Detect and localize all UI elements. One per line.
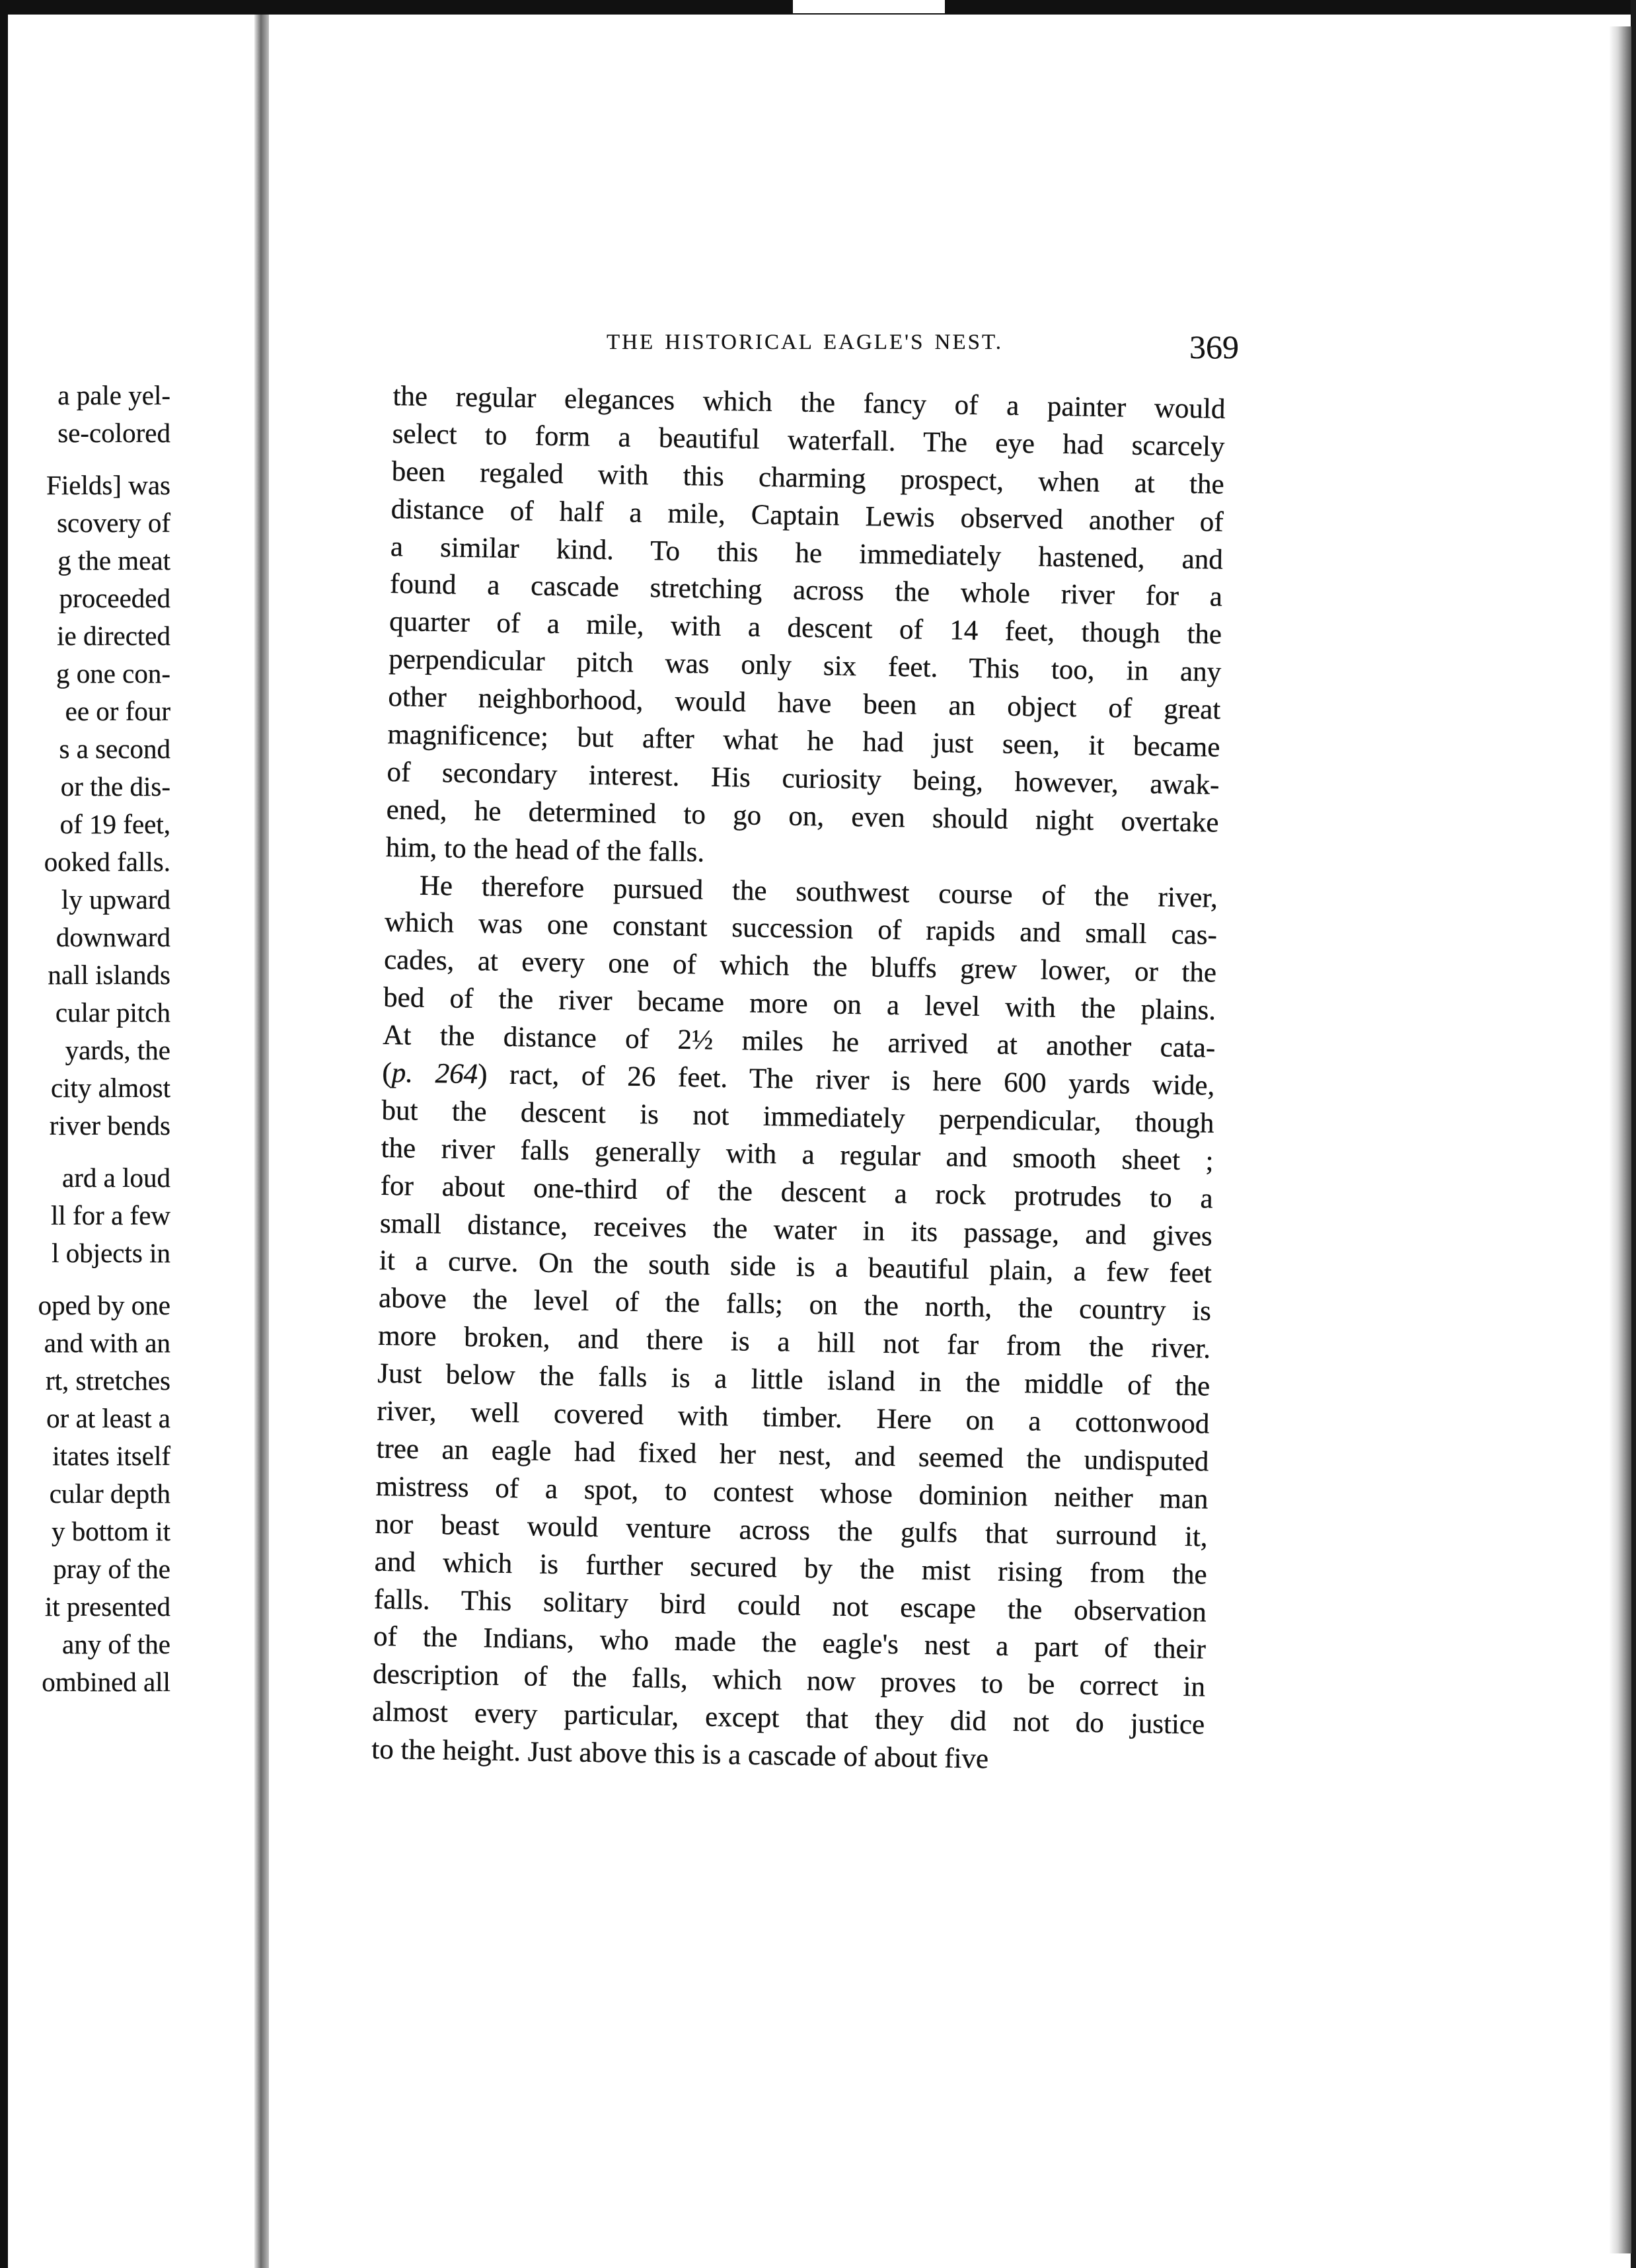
- previous-page-line: downward: [56, 922, 170, 952]
- text-line: Just below the falls is a little island in the middle of the: [377, 1357, 1210, 1402]
- text-line: of secondary interest. His curiosity being, however, awak-: [387, 756, 1220, 801]
- previous-page-line: cular depth: [49, 1478, 170, 1509]
- book-gutter: [254, 15, 269, 2268]
- text-line: select to form a beautiful waterfall. The eye had scarcely: [392, 418, 1225, 463]
- previous-page-line: of 19 feet,: [59, 809, 170, 839]
- text-line: him, to the head of the falls.: [385, 831, 705, 868]
- text-line: At the distance of 2½ miles he arrived at another cata-: [383, 1020, 1216, 1064]
- text-line: above the level of the falls; on the north, the country is: [378, 1283, 1212, 1327]
- previous-page-line: nall islands: [48, 960, 170, 990]
- previous-page-line: Fields] was: [46, 470, 170, 500]
- previous-page: [8, 15, 258, 2195]
- text-line: ened, he determined to go on, even should night overtake: [386, 794, 1219, 839]
- previous-page-line: and with an: [44, 1328, 170, 1358]
- page-edge-shadow: [1609, 26, 1631, 2253]
- text-line: of the Indians, who made the eagle's nest a part of their: [373, 1621, 1207, 1665]
- previous-page-line: scovery of: [57, 508, 170, 538]
- previous-page-line: a pale yel-: [57, 380, 170, 410]
- text-line: for about one-third of the descent a rock protrudes to a: [380, 1170, 1214, 1215]
- text-line: the regular elegances which the fancy of a painter would: [392, 380, 1226, 425]
- text-line: other neighborhood, would have been an object of great: [388, 681, 1221, 726]
- paragraph-gap: [38, 1272, 170, 1287]
- previous-page-line: city almost: [50, 1073, 170, 1103]
- scan-border-right: [1631, 0, 1636, 2268]
- text-line: been regaled with this charming prospect, when at the: [391, 455, 1224, 500]
- text-line: it a curve. On the south side is a beautiful plain, a few feet: [379, 1245, 1212, 1290]
- text-line: description of the falls, which now proves to be correct in: [372, 1659, 1206, 1703]
- text-line: magnificence; but after what he had just seen, it became: [387, 718, 1220, 763]
- scan-border-gap: [793, 0, 945, 13]
- previous-page-line: ee or four: [65, 696, 170, 726]
- page-number: 369: [1189, 328, 1239, 365]
- previous-page-line: itates itself: [52, 1441, 170, 1471]
- text-line: falls. This solitary bird could not escape the observation: [373, 1583, 1207, 1628]
- previous-page-line: ll for a few: [51, 1200, 170, 1230]
- previous-page-line: cular pitch: [55, 997, 170, 1028]
- previous-page-line: rt, stretches: [46, 1365, 170, 1396]
- text-line: mistress of a spot, to contest whose dominion neither man: [375, 1470, 1208, 1515]
- previous-page-line: river bends: [49, 1110, 170, 1141]
- previous-page-line: proceeded: [59, 583, 170, 613]
- text-line: and which is further secured by the mist rising from the: [374, 1546, 1208, 1591]
- text-line: He therefore pursued the southwest course of the river,: [419, 870, 1218, 914]
- previous-page-line: y bottom it: [52, 1516, 170, 1546]
- scan-border-left: [0, 0, 8, 2268]
- previous-page-line: oped by one: [38, 1290, 170, 1320]
- previous-page-line: l objects in: [52, 1238, 170, 1268]
- previous-page-line: yards, the: [65, 1035, 170, 1065]
- previous-page-line: ard a loud: [62, 1162, 170, 1193]
- previous-page-line: ie directed: [57, 621, 170, 651]
- text-line: a similar kind. To this he immediately hastened, and: [390, 531, 1224, 576]
- previous-page-line: or at least a: [46, 1403, 170, 1433]
- previous-page-line: ooked falls.: [44, 847, 170, 877]
- text-line: distance of half a mile, Captain Lewis observed another of: [390, 493, 1224, 538]
- text-line: tree an eagle had fixed her nest, and seemed the undisputed: [376, 1433, 1209, 1478]
- page-reference: p. 264: [391, 1057, 478, 1090]
- previous-page-line: it presented: [44, 1591, 170, 1622]
- text-line: river, well covered with timber. Here on a cottonwood: [377, 1395, 1210, 1440]
- previous-page-line: g the meat: [57, 545, 170, 576]
- previous-page-line: pray of the: [53, 1554, 170, 1584]
- previous-page-line: ly upward: [61, 884, 170, 915]
- text-line: found a cascade stretching across the whole river for a: [389, 568, 1223, 613]
- text-line: to the height. Just above this is a cascade of about five: [371, 1733, 989, 1775]
- text-line: bed of the river became more on a level with the plains.: [383, 982, 1216, 1026]
- previous-page-line: se-colored: [57, 418, 170, 448]
- previous-page-line: s a second: [59, 734, 170, 764]
- paragraph-gap: [38, 452, 170, 467]
- previous-page-line: any of the: [62, 1629, 170, 1659]
- previous-page-line: ombined all: [42, 1667, 170, 1697]
- text-line: small distance, receives the water in its passage, and gives: [379, 1207, 1213, 1252]
- body-text: [371, 378, 1226, 1782]
- previous-page-text: [38, 377, 170, 1701]
- previous-page-line: or the dis-: [60, 771, 170, 802]
- running-head: THE HISTORICAL EAGLE'S NEST.: [607, 330, 1003, 354]
- text-line: cades, at every one of which the bluffs grew lower, or the: [383, 944, 1217, 989]
- text-line: more broken, and there is a hill not far from the river.: [377, 1320, 1211, 1365]
- text-line: quarter of a mile, with a descent of 14 feet, though the: [389, 606, 1222, 651]
- text-line: nor beast would venture across the gulfs that surround it,: [375, 1508, 1208, 1553]
- text-line: (p. 264) ract, of 26 feet. The river is here 600 yards wide,: [382, 1057, 1215, 1102]
- text-line: but the descent is not immediately perpendicular, though: [381, 1094, 1214, 1139]
- previous-page-line: g one con-: [56, 658, 170, 689]
- text-line: the river falls generally with a regular and smooth sheet ;: [381, 1132, 1214, 1177]
- text-line: almost every particular, except that they did not do justice: [371, 1696, 1205, 1741]
- text-line: which was one constant succession of rapids and small cas-: [384, 907, 1218, 952]
- text-line: perpendicular pitch was only six feet. This too, in any: [388, 644, 1222, 688]
- paragraph-gap: [38, 1145, 170, 1159]
